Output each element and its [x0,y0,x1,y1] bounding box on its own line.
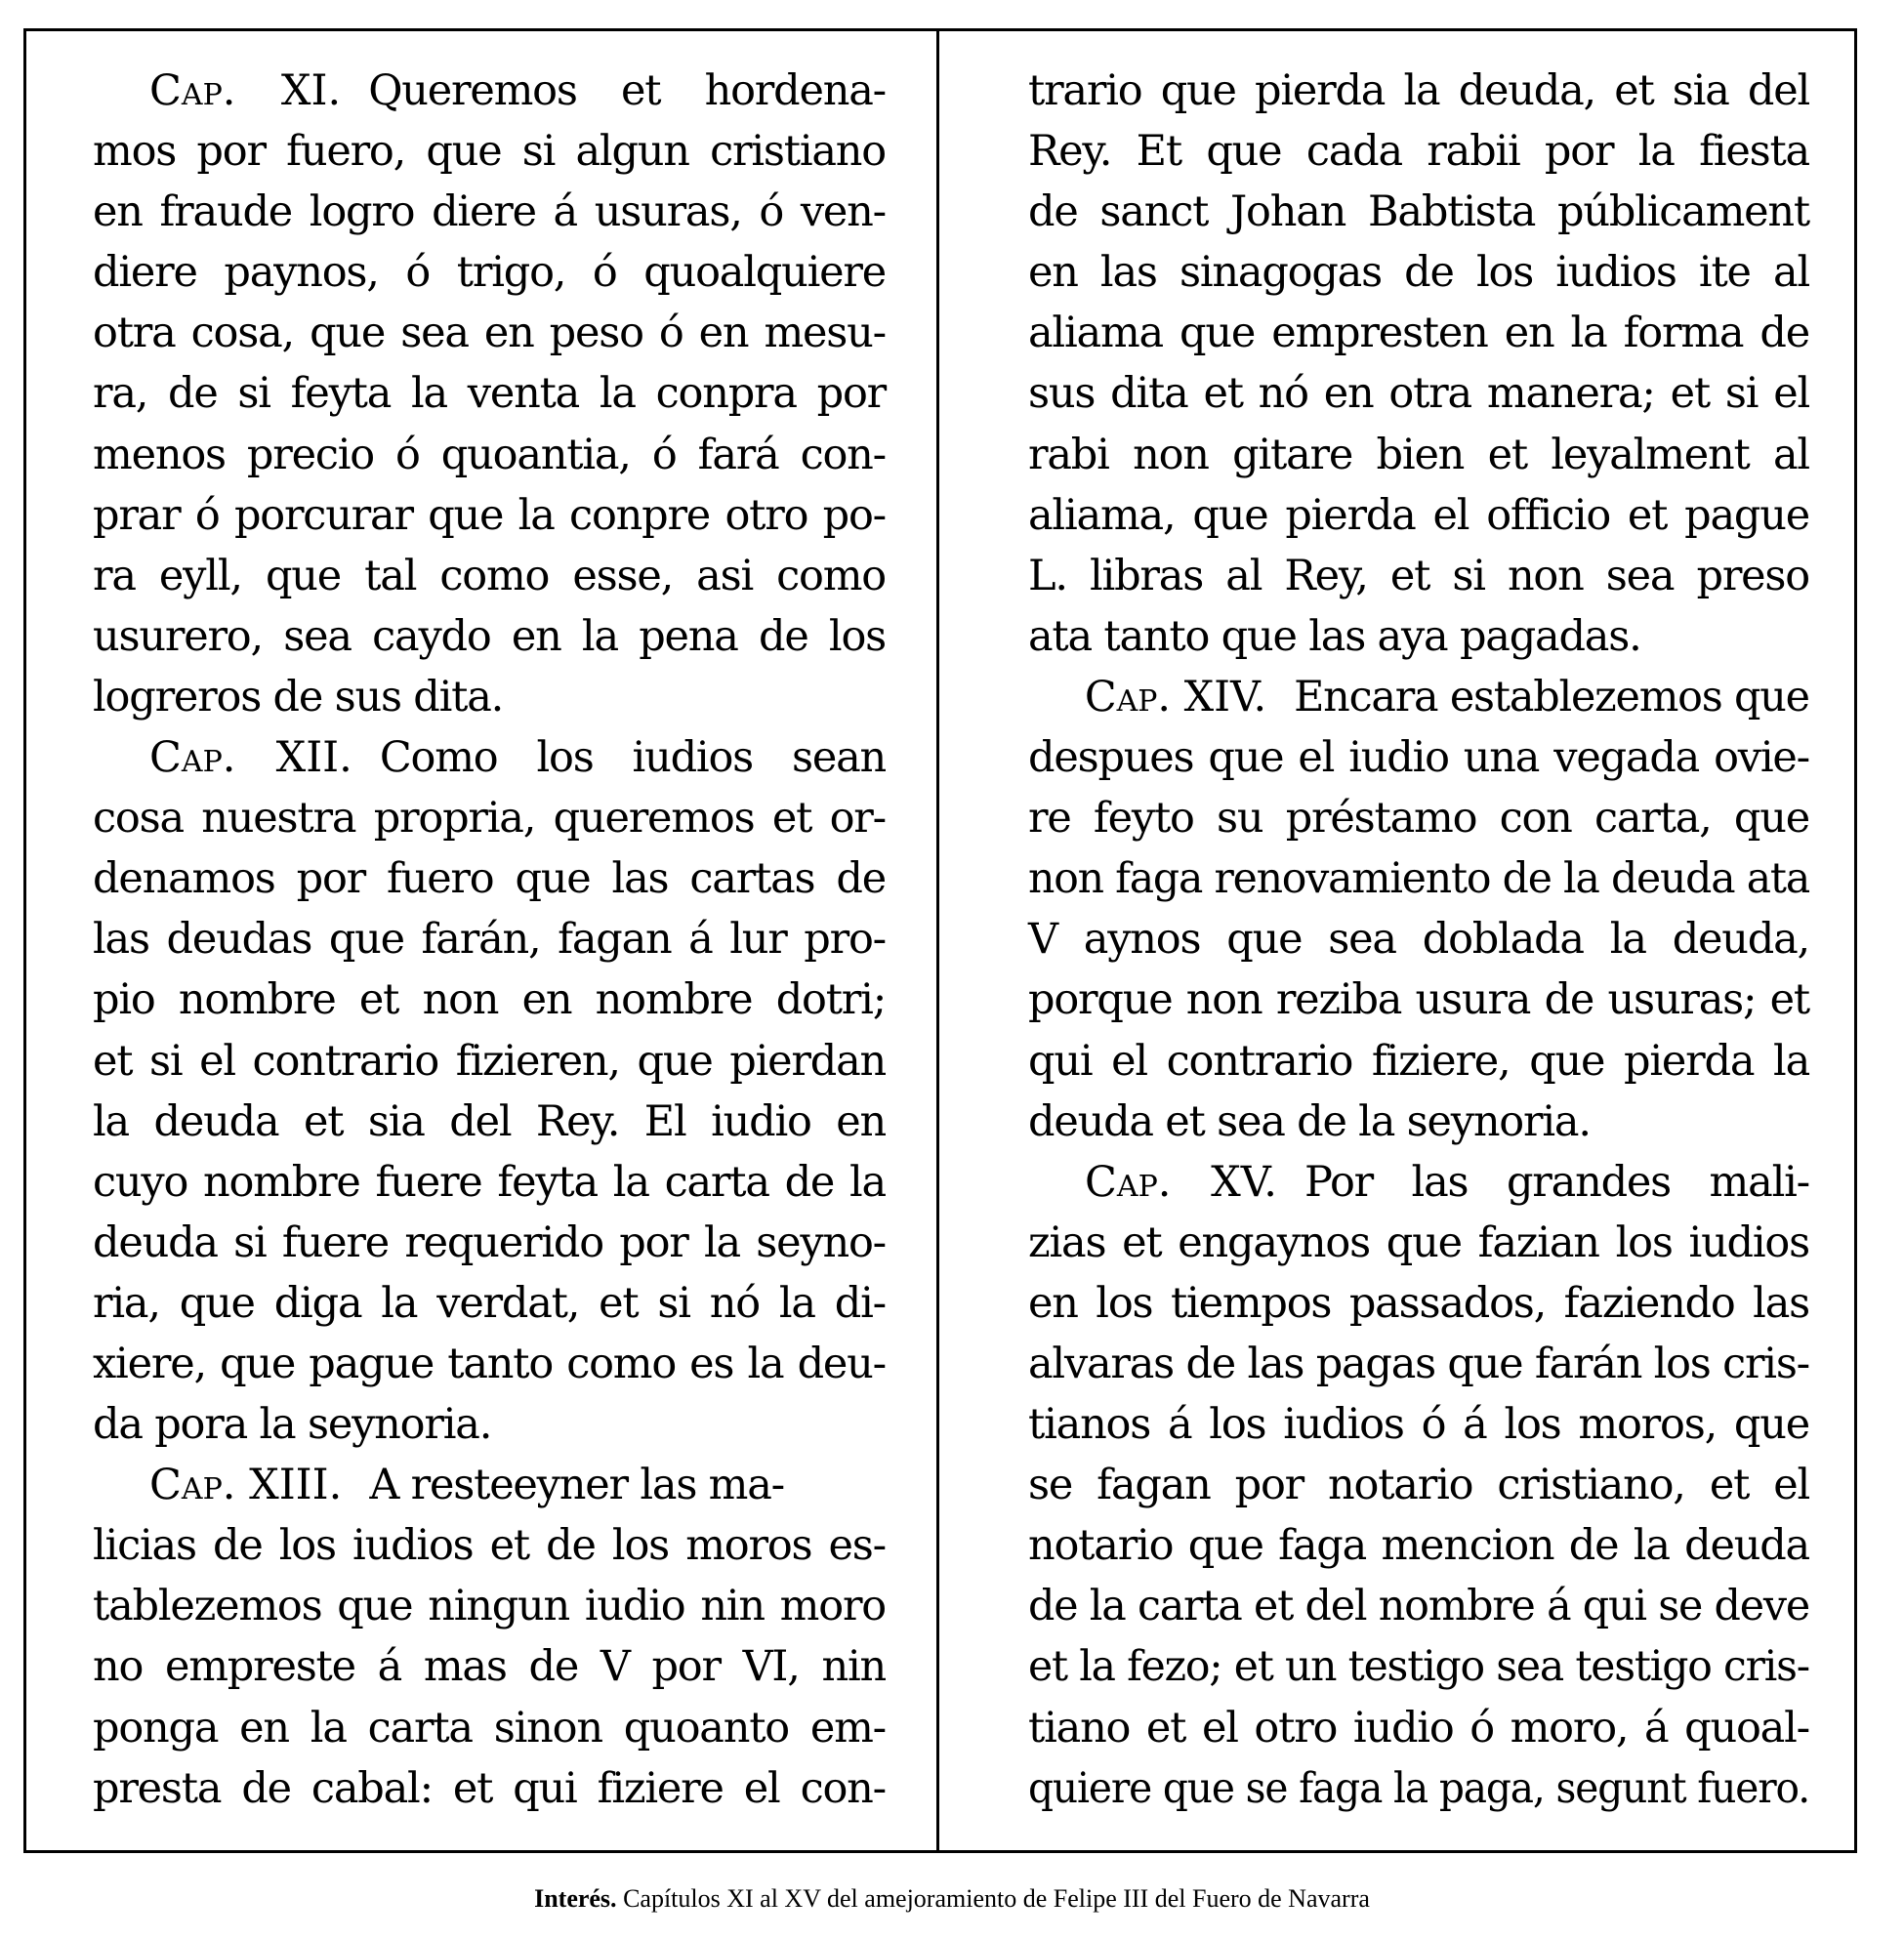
text-line [93,1152,886,1213]
line-text: rabi non gitare bien et leyalment al [1028,430,1809,479]
line-text: diere paynos, ó trigo, ó quoalquiere [93,248,886,298]
line-text: cuyo nombre fuere feyta la carta de la [93,1157,886,1207]
text-line [1028,1213,1809,1273]
line-text: de sanct Johan Babtista públicament [1028,187,1809,237]
text-line [93,1334,886,1394]
line-text: aliama, que pierda el officio et pague [1028,490,1809,540]
line-text: et la fezo; et un testigo sea testigo cris- [1028,1642,1809,1692]
line-text: de la carta et del nombre á qui se deve [1028,1582,1809,1631]
line-text: pio nombre et non en nombre dotri; [93,975,886,1025]
line-text: notario que faga mencion de la deuda [1028,1521,1809,1571]
line-text: et si el contrario fizieren, que pierdan [93,1036,886,1086]
text-line [93,242,886,303]
line-text: aliama que empresten en la forma de [1028,309,1809,358]
line-text: sus dita et nó en otra manera; et si el [1028,369,1809,419]
line-text: da pora la seynoria. [93,1400,492,1450]
line-text: porque non reziba usura de usuras; et [1028,975,1809,1025]
line-text: trario que pierda la deuda, et sia del [1028,66,1809,115]
text-line [1028,485,1809,546]
text-line [93,970,886,1030]
line-text: en las sinagogas de los iudios ite al [1028,248,1809,298]
caption-label: Interés. [534,1884,617,1913]
text-line [1028,848,1809,909]
line-text: tablezemos que ningun iudio nin moro [93,1582,886,1631]
text-line [1028,182,1809,242]
line-text: zias et engaynos que fazian los iudios [1028,1217,1809,1267]
line-text: Por las grandes mali- [1304,1157,1809,1207]
text-line [93,1758,886,1819]
line-text: en fraude logro diere á usuras, ó ven- [93,187,886,237]
line-text: deuda si fuere requerido por la seyno- [93,1217,886,1267]
text-line [1028,1394,1809,1455]
text-line [1028,303,1809,363]
text-line [1028,606,1809,667]
line-text: ra, de si feyta la venta la conpra por [93,369,886,419]
text-line [1028,425,1809,485]
text-line [93,363,886,424]
text-line [1028,1515,1809,1576]
chapter-start-line [93,1455,942,1515]
text-line [1028,1698,1809,1758]
chapter-start-line [93,61,886,121]
line-text: Como los iudios sean [379,733,886,783]
line-text: non faga renovamiento de la deuda ata [1028,854,1809,904]
line-text: quiere que se faga la paga, segunt fuero. [1028,1763,1809,1813]
left-column [93,61,886,1819]
right-column [1028,61,1809,1819]
text-line [1028,546,1809,606]
line-text: presta de cabal: et qui fiziere el con- [93,1763,886,1813]
text-line [1028,1031,1809,1092]
line-text: A resteeyner las ma- [369,1461,785,1510]
text-line [1028,1455,1809,1515]
line-text: ra eyll, que tal como esse, asi como [93,551,886,600]
chapter-label: Cap. XIII. [148,1461,343,1510]
text-line [93,1636,886,1697]
text-line [93,909,886,970]
line-text: ponga en la carta sinon quoanto em- [93,1703,886,1753]
caption-text: Capítulos XI al XV del amejoramiento de Felipe III del Fuero de Navarra [616,1884,1370,1913]
line-text: otra cosa, que sea en peso ó en mesu- [93,309,886,358]
text-line [1028,1636,1809,1697]
text-line [1028,909,1809,970]
chapter-label: Cap. XV. [1085,1157,1277,1207]
text-line [93,667,886,727]
text-line [93,121,886,182]
text-line [93,1273,886,1334]
line-text: alvaras de las pagas que farán los cris- [1028,1339,1809,1388]
line-text: tiano et el otro iudio ó moro, á quoal- [1028,1703,1809,1753]
line-text: Encara establezemos que [1294,672,1809,722]
text-line [93,425,886,485]
line-text: se fagan por notario cristiano, et el [1028,1461,1809,1510]
line-text: re feyto su préstamo con carta, que [1028,794,1809,844]
chapter-label: Cap. XI. [149,66,342,115]
line-text: usurero, sea caydo en la pena de los [93,611,886,661]
line-text: V aynos que sea doblada la deuda, [1028,915,1809,965]
text-line [1028,1758,1809,1819]
line-text: xiere, que pague tanto como es la deu- [93,1339,886,1388]
line-text: cosa nuestra propria, queremos et or- [93,794,886,844]
text-line [93,1394,886,1455]
text-line [93,1698,886,1758]
line-text: logreros de sus dita. [93,672,504,722]
chapter-label: Cap. XIV. [1084,672,1267,722]
line-text: tianos á los iudios ó á los moros, que [1028,1400,1809,1450]
line-text: denamos por fuero que las cartas de [93,854,886,904]
line-text: licias de los iudios et de los moros es- [93,1521,886,1571]
figure-caption [0,1884,1904,1914]
text-line [1028,1576,1809,1636]
text-line [93,606,886,667]
line-text: deuda et sea de la seynoria. [1028,1096,1591,1146]
line-text: no empreste á mas de V por VI, nin [93,1642,886,1692]
line-text: Rey. Et que cada rabii por la fiesta [1028,127,1809,177]
line-text: la deuda et sia del Rey. El iudio en [93,1096,886,1146]
text-line [1028,1092,1809,1152]
line-text: menos precio ó quoantia, ó fará con- [93,430,886,479]
text-line [93,1213,886,1273]
line-text: qui el contrario fiziere, que pierda la [1028,1036,1809,1086]
line-text: L. libras al Rey, et si non sea preso [1028,551,1809,600]
text-line [1028,363,1809,424]
text-line [93,1576,886,1636]
line-text: Queremos et hordena- [368,66,886,115]
text-line [93,848,886,909]
text-line [1028,121,1809,182]
line-text: las deudas que farán, fagan á lur pro- [93,915,886,965]
chapter-start-line [1028,667,1866,727]
text-line [1028,970,1809,1030]
line-text: ria, que diga la verdat, et si nó la di- [93,1278,886,1328]
line-text: en los tiempos passados, faziendo las [1028,1278,1809,1328]
text-line [93,546,886,606]
text-line [1028,727,1809,788]
line-text: mos por fuero, que si algun cristiano [93,127,886,177]
text-line [93,485,886,546]
text-line [93,182,886,242]
text-line [93,1092,886,1152]
text-line [93,303,886,363]
text-line [93,1515,886,1576]
text-line [1028,242,1809,303]
text-line [1028,1334,1809,1394]
line-text: prar ó porcurar que la conpre otro po- [93,490,886,540]
text-line [1028,1273,1809,1334]
line-text: despues que el iudio una vegada ovie- [1028,733,1809,783]
line-text: ata tanto que las aya pagadas. [1028,611,1641,661]
text-line [1028,61,1809,121]
text-line [1028,788,1809,848]
column-divider [936,28,939,1853]
chapter-label: Cap. XII. [149,733,352,783]
chapter-start-line [1028,1152,1809,1213]
chapter-start-line [93,727,886,788]
text-line [93,1031,886,1092]
text-line [93,788,886,848]
